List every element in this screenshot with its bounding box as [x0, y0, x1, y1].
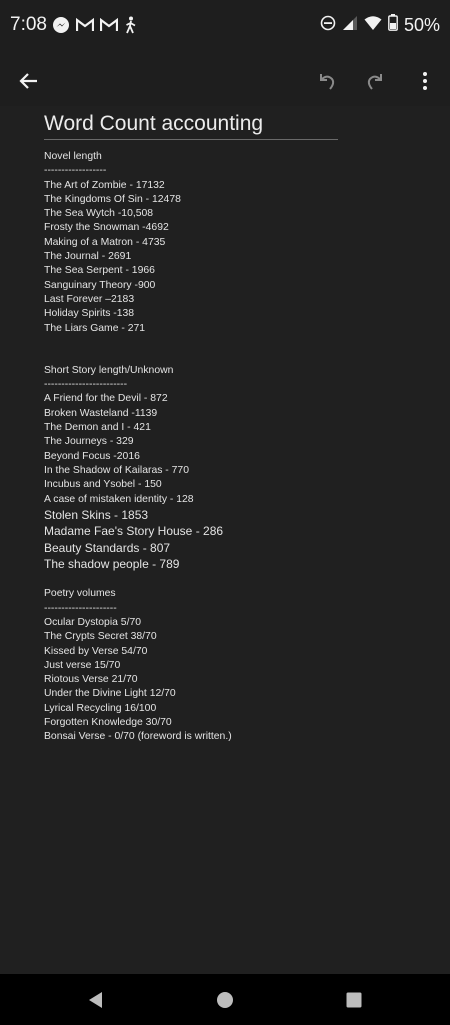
list-item[interactable]: The Kingdoms Of Sin - 12478 — [44, 193, 181, 205]
status-bar — [0, 0, 450, 56]
list-item[interactable]: The Demon and I - 421 — [44, 422, 151, 434]
system-nav-bar — [0, 974, 450, 1025]
nav-back-icon[interactable] — [86, 990, 106, 1010]
list-item[interactable]: The Liars Game - 271 — [44, 322, 146, 334]
list-item[interactable]: Incubus and Ysobel - 150 — [44, 479, 162, 491]
do-not-disturb-icon — [320, 15, 336, 36]
blank-line — [44, 573, 434, 588]
list-item[interactable]: Kissed by Verse 54/70 — [44, 645, 148, 657]
more-vert-icon[interactable] — [410, 66, 440, 96]
gmail-icon — [76, 18, 94, 37]
list-item[interactable]: Just verse 15/70 — [44, 659, 121, 671]
messenger-icon — [52, 16, 70, 39]
notification-icons — [52, 16, 138, 39]
list-item[interactable]: Beyond Focus -2016 — [44, 450, 140, 462]
section-divider[interactable]: ------------------ — [44, 165, 107, 177]
list-item[interactable]: In the Shadow of Kailaras - 770 — [44, 464, 189, 476]
list-item[interactable]: Madame Fae's Story House - 286 — [44, 524, 224, 539]
section-divider[interactable]: ------------------------ — [44, 379, 128, 391]
system-icons — [320, 14, 440, 36]
wifi-icon — [364, 15, 382, 36]
document-title[interactable]: Word Count accounting — [44, 112, 338, 140]
back-arrow-icon[interactable] — [14, 66, 44, 96]
list-item[interactable]: Bonsai Verse - 0/70 (foreword is written.) — [44, 731, 232, 743]
list-item[interactable]: A case of mistaken identity - 128 — [44, 493, 194, 505]
nav-home-icon[interactable] — [215, 990, 235, 1010]
list-item[interactable]: Riotous Verse 21/70 — [44, 674, 138, 686]
document-body[interactable] — [0, 106, 450, 974]
list-item[interactable]: The Sea Serpent - 1966 — [44, 265, 155, 277]
editor-toolbar — [0, 56, 450, 106]
list-item[interactable]: Frosty the Snowman -4692 — [44, 222, 169, 234]
section-divider[interactable]: --------------------- — [44, 602, 117, 614]
list-item[interactable]: Stolen Skins - 1853 — [44, 507, 149, 522]
undo-icon[interactable] — [312, 66, 342, 96]
status-time: 7:08 — [10, 14, 47, 35]
battery-icon — [388, 14, 398, 36]
list-item[interactable]: Making of a Matron - 4735 — [44, 236, 166, 248]
list-item[interactable]: Forgotten Knowledge 30/70 — [44, 717, 172, 728]
list-item[interactable]: A Friend for the Devil - 872 — [44, 393, 168, 405]
list-item[interactable]: The Journal - 2691 — [44, 251, 132, 263]
list-item[interactable]: Ocular Dystopia 5/70 — [44, 616, 142, 628]
blank-lines — [44, 336, 434, 364]
redo-icon[interactable] — [360, 66, 390, 96]
list-item[interactable]: Under the Divine Light 12/70 — [44, 688, 176, 700]
list-item[interactable]: Lyrical Recycling 16/100 — [44, 702, 157, 714]
section-heading-short-stories[interactable]: Short Story length/Unknown — [44, 364, 174, 376]
signal-icon — [342, 15, 358, 36]
list-item[interactable]: The Crypts Secret 38/70 — [44, 631, 157, 643]
gmail-icon — [100, 18, 118, 37]
document-content[interactable] — [44, 150, 434, 745]
section-heading-poetry[interactable]: Poetry volumes — [44, 588, 116, 600]
list-item[interactable]: Beauty Standards - 807 — [44, 540, 171, 555]
nav-recents-icon[interactable] — [344, 990, 364, 1010]
list-item[interactable]: Last Forever –2183 — [44, 293, 135, 305]
list-item[interactable]: The Journeys - 329 — [44, 436, 134, 448]
walking-icon — [124, 16, 138, 39]
list-item[interactable]: Holiday Spirits -138 — [44, 308, 135, 320]
battery-percent: 50% — [403, 14, 440, 35]
list-item[interactable]: The shadow people - 789 — [44, 557, 180, 572]
list-item[interactable]: The Art of Zombie - 17132 — [44, 179, 165, 191]
section-heading-novels[interactable]: Novel length — [44, 151, 102, 162]
list-item[interactable]: Broken Wasteland -1139 — [44, 407, 158, 419]
list-item[interactable]: The Sea Wytch -10,508 — [44, 208, 154, 220]
list-item[interactable]: Sanguinary Theory -900 — [44, 279, 156, 291]
